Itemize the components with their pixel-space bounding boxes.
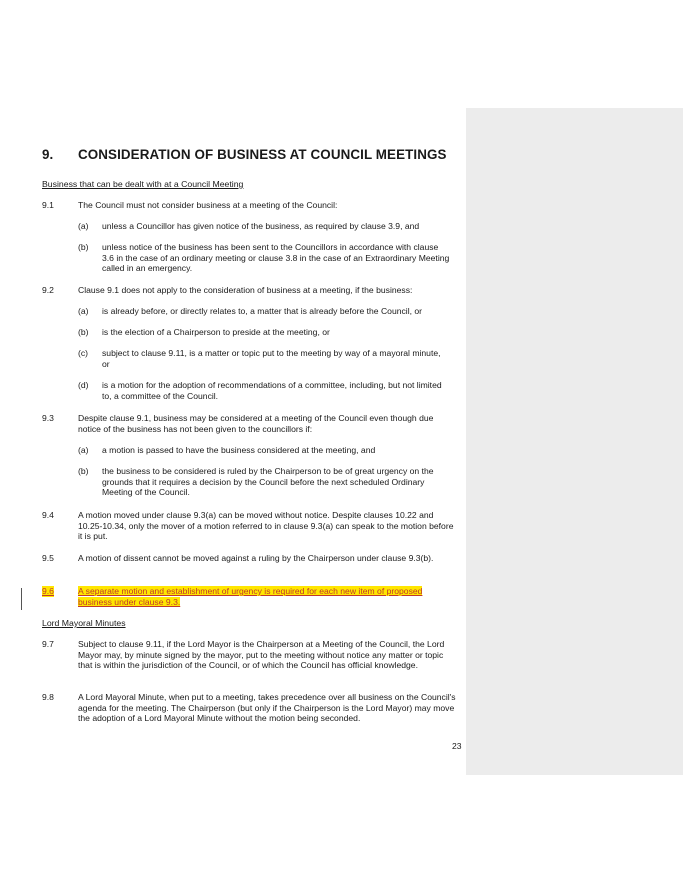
- clause-number: 9.1: [42, 200, 54, 210]
- item-label: (a): [78, 445, 89, 455]
- clause-number: 9.4: [42, 510, 54, 520]
- item-text: the business to be considered is ruled by the Chairperson to be of great urgency on the grounds that it requires a decision by the Council before the next scheduled Ordinary Meeting of the Council.: [102, 466, 434, 498]
- section-heading: [42, 147, 447, 162]
- page-number: 23: [452, 741, 462, 751]
- clause-text: A Lord Mayoral Minute, when put to a meeting, takes precedence over all business on the Council's agenda for the meeting. The Chairperson (but only if the Chairperson is the Lord Mayor) may move the adoption of a Lord Mayoral Minute without the motion being seconded.: [78, 692, 456, 724]
- clause-number: 9.5: [42, 553, 54, 563]
- item-label: (d): [78, 380, 89, 390]
- clause-text: Subject to clause 9.11, if the Lord Mayor is the Chairperson at a Meeting of the Council, the Lord Mayor may, by minute signed by the mayor, put to the meeting without notice any matter or topic that is within the jurisdiction of the Council, or of which the Council has official knowledge.: [78, 639, 445, 671]
- clause-text: Despite clause 9.1, business may be considered at a meeting of the Council even though due notice of the business has not been given to the councillors if:: [78, 413, 434, 434]
- clause-number: 9.2: [42, 285, 54, 295]
- item-label: (b): [78, 242, 89, 252]
- item-label: (b): [78, 327, 89, 337]
- clause-number: 9.3: [42, 413, 54, 423]
- comment-pane: [466, 108, 683, 775]
- item-text: unless a Councillor has given notice of the business, as required by clause 3.9, and: [102, 221, 420, 231]
- change-bar: [21, 588, 22, 610]
- item-text: a motion is passed to have the business considered at the meeting, and: [102, 445, 376, 455]
- clause-text: A motion moved under clause 9.3(a) can be moved without notice. Despite clauses 10.22 and 10.25-10.34, only the mover of a motion referred to in clause 9.3(a) can speak to the motion before it is put.: [78, 510, 454, 542]
- clause-text: Clause 9.1 does not apply to the consideration of business at a meeting, if the business:: [78, 285, 413, 295]
- subheading-business: Business that can be dealt with at a Council Meeting: [42, 179, 244, 189]
- item-text: is the election of a Chairperson to preside at the meeting, or: [102, 327, 330, 337]
- section-title: CONSIDERATION OF BUSINESS AT COUNCIL MEETINGS: [78, 147, 447, 162]
- clause-number: 9.6: [42, 586, 54, 596]
- subheading-minutes: Lord Mayoral Minutes: [42, 618, 126, 628]
- item-label: (c): [78, 348, 89, 358]
- item-text: is already before, or directly relates to, a matter that is already before the Council, or: [102, 306, 423, 316]
- tracked-insertion-text: A separate motion and establishment of urgency is required for each new item of proposed business under clause 9.3.: [78, 586, 423, 607]
- item-label: (a): [78, 306, 89, 316]
- section-number: 9.: [42, 147, 54, 162]
- item-text: unless notice of the business has been sent to the Councillors in accordance with clause 3.6 in the case of an ordinary meeting or clause 3.8 in the case of an Extraordinary Meeting called in an emergency.: [102, 242, 450, 274]
- item-label: (b): [78, 466, 89, 476]
- item-label: (a): [78, 221, 89, 231]
- clause-number: 9.7: [42, 639, 54, 649]
- clause-text: A motion of dissent cannot be moved against a ruling by the Chairperson under clause 9.3(b).: [78, 553, 434, 563]
- item-text: is a motion for the adoption of recommendations of a committee, including, but not limited to, a committee of the Council.: [102, 380, 442, 401]
- clause-text: The Council must not consider business at a meeting of the Council:: [78, 200, 338, 210]
- item-text: subject to clause 9.11, is a matter or topic put to the meeting by way of a mayoral minute, or: [102, 348, 441, 369]
- clause-number: 9.8: [42, 692, 54, 702]
